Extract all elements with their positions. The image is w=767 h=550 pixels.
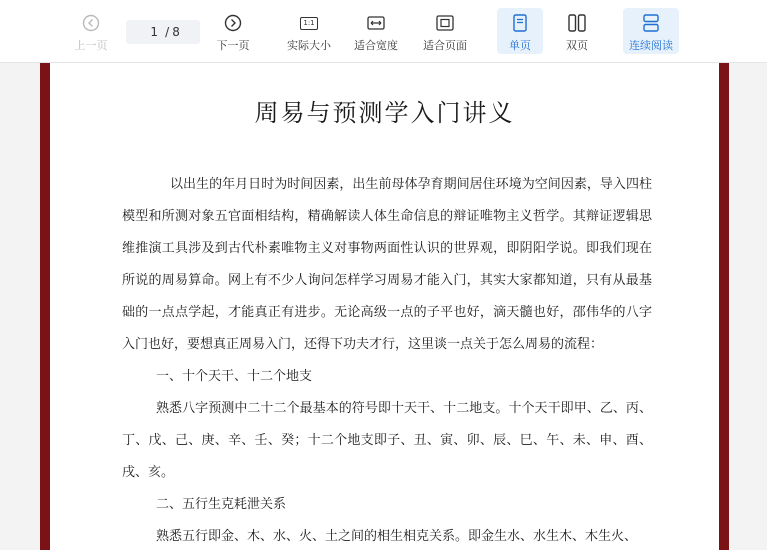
continuous-reading-button[interactable]	[623, 8, 679, 54]
fit-width-label: 适合宽度	[354, 39, 398, 52]
single-page-icon	[510, 14, 530, 32]
single-page-label: 单页	[509, 39, 531, 52]
document-page	[50, 63, 719, 550]
next-page-button[interactable]	[208, 8, 258, 54]
actual-size-label: 实际大小	[287, 39, 331, 52]
page-total: 8	[172, 25, 180, 39]
double-page-button[interactable]	[554, 8, 600, 54]
page-separator: /	[165, 25, 170, 39]
fit-width-icon	[366, 14, 386, 32]
page-indicator	[126, 20, 200, 44]
chevron-left-circle-icon	[81, 14, 101, 32]
paragraph-stems-branches: 熟悉八字预测中二十二个最基本的符号即十天干、十二地支。十个天干即甲、乙、丙、丁、戊、己、庚、辛、壬、癸；十二个地支即子、丑、寅、卯、辰、巳、午、未、申、酉、戌、亥。	[122, 401, 652, 480]
page-border-right	[719, 63, 729, 550]
next-page-label: 下一页	[216, 39, 250, 52]
fit-width-button[interactable]	[347, 8, 405, 54]
chevron-right-circle-icon	[223, 14, 243, 32]
actual-size-icon: 1:1	[299, 14, 319, 32]
single-page-button[interactable]	[497, 8, 543, 54]
fit-page-button[interactable]	[416, 8, 474, 54]
continuous-reading-label: 连续阅读	[629, 39, 673, 52]
double-page-label: 双页	[566, 39, 588, 52]
prev-page-label: 上一页	[74, 39, 108, 52]
viewer-toolbar	[0, 0, 767, 63]
continuous-reading-icon	[641, 14, 661, 32]
section-heading-1: 一、十个天干、十二个地支	[156, 369, 313, 384]
fit-page-icon	[435, 14, 455, 32]
page-border-left	[40, 63, 50, 550]
double-page-icon	[567, 14, 587, 32]
paragraph-five-elements: 熟悉五行即金、木、水、火、土之间的相生相克关系。即金生水、水生木、木生火、	[156, 529, 638, 544]
actual-size-button[interactable]	[280, 8, 338, 54]
paragraph-intro: 以出生的年月日时为时间因素，出生前母体孕育期间居住环境为空间因素，导入四柱模型和所测对象五官面相结构，精确解读人体生命信息的辩证唯物主义哲学。其辩证逻辑思维推演工具涉及到古代朴素唯物主义对事物两面性认识的世界观，即阴阳学说。即我们现在所说的周易算命。网上有不少人询问怎样学习周易才能入门，其实大家都知道，只有从最基础的一点点学起，才能真正有进步。无论高级一点的子平也好，滴天髓也好，邵伟华的八字入门也好，要想真正周易入门，还得下功夫才行，这里谈一点关于怎么周易的流程：	[122, 177, 652, 352]
prev-page-button[interactable]	[66, 8, 116, 54]
document-viewport[interactable]	[0, 63, 767, 550]
page-number-input[interactable]	[146, 25, 162, 39]
section-heading-2: 二、五行生克耗泄关系	[156, 497, 287, 512]
fit-page-label: 适合页面	[423, 39, 467, 52]
document-title: 周易与预测学入门讲义	[254, 99, 515, 127]
